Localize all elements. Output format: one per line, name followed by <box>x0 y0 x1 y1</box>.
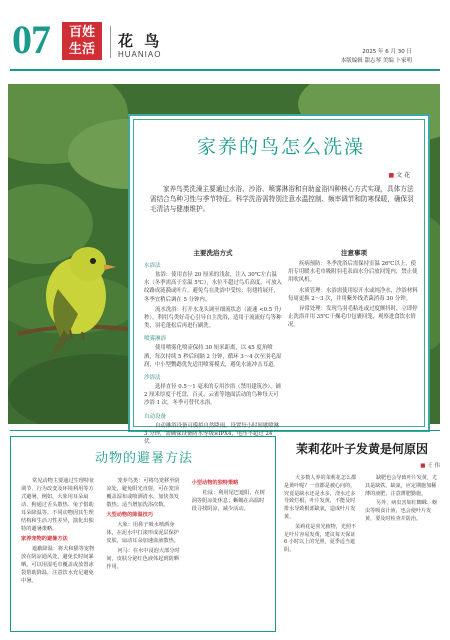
jasmine-story <box>284 436 440 632</box>
masthead-divider <box>110 26 111 58</box>
tips-paragraph: 河马：在水中浸泡大部分时间，皮肤分泌红色液体起到防晒作用。 <box>106 548 180 570</box>
editors-credit: 本版编辑 甜志琴 美编 卜家明 <box>340 58 412 64</box>
jasmine-column <box>284 475 359 557</box>
tips-subhead: 小型动物的独特策略 <box>191 480 239 486</box>
feature-headline: 家养的鸟怎么洗澡 <box>196 136 365 158</box>
summer-tips-columns <box>21 477 269 587</box>
summer-tips-column <box>21 477 98 587</box>
author-dot-icon: ■ <box>388 172 397 179</box>
issue-date: 2025 年 6 月 30 日 <box>362 49 412 55</box>
section-name-en: HUANIAO <box>118 50 162 59</box>
jasmine-story-author <box>284 461 440 469</box>
tips-paragraph: 松鼠：利用尾巴遮阳，在树洞等阴凉处休息；蜥蜴在高温时段寻找阴凉，减少活动。 <box>191 490 265 512</box>
page-number: 07 <box>12 17 50 62</box>
feature-author <box>389 170 411 179</box>
note-paragraph: 疾病预防：冬季洗浴后需保持室温 26℃以上，使用专用暖水毛巾吸附羽毛表面水分后放回笼内，禁止使用吹风机。 <box>288 261 418 284</box>
author-dot-icon: ■ <box>420 463 428 469</box>
story-paragraph: 缺肥也会导致叶片发黄，尤其是缺铁、缺氮，应定期施加稀薄的液肥，注意薄肥勤施。 <box>365 475 438 497</box>
story-paragraph: 大多数人养的茉莉花怎么都是黄叶呢？一直都是被心问的，究竟是缺水还是水多，浇水过多导致烂根，叶片发黄，不能及时排水导致根部缺氧，造成叶片发黄。 <box>284 475 357 520</box>
brand-line-1: 百姓 <box>68 25 95 40</box>
story-paragraph: 茉莉花是喜光植物，光照不足叶片容易发黄，建议每天保证 6 小时以上的光照，夏季适当遮阴。 <box>284 523 357 554</box>
section-name: 花 鸟 <box>118 32 163 50</box>
method-subhead: 喷雾淋浴 <box>144 336 167 343</box>
feature-lead: 家养鸟类洗澡主要通过水浴、沙浴、喷雾淋浴和自助盆浴四种核心方式实现，具体方法需结合鸟种习性与季节特征。科学洗浴需特别注意水温控制、频率调节和防寒保暖，确保羽毛清洁与健康维护。 <box>150 185 414 213</box>
jasmine-story-title: 茉莉花叶子发黄是何原因 <box>295 442 428 456</box>
note-paragraph: 水质管理：水浴需使用原开水或纯净水，沙浴材料每周更换 2～3 次，并用紫外线杀菌消毒 30 分钟。 <box>288 287 418 302</box>
method-subhead: 沙浴法 <box>144 375 161 382</box>
oriole-bird-icon <box>18 234 138 364</box>
brand-line-2: 生活 <box>68 42 95 57</box>
brand-logo <box>62 22 102 60</box>
jasmine-story-columns <box>284 475 440 557</box>
top-rule <box>10 69 440 71</box>
method-paragraph: 自动淋浴设备可模拟自然降雨，设置每小时间歇喷淋 3 分钟，需确保设备防水等级≥IPX4，电压不超过 24 伏。 <box>144 422 279 446</box>
method-paragraph: 选择直径 0.5～1 毫米的专用沙浴（禁用建筑沙），铺 2 厘米厚度于托盘，百灵、云雀等地面活动的鸟种每天可沙浴 1 次，冬季可替代水浴。 <box>144 384 281 407</box>
summer-tips-title: 动物的避暑方法 <box>94 451 193 466</box>
feature-article-card <box>128 114 430 446</box>
method-paragraph: 盆浴：使用直径 20 厘米的浅盆，注入 30℃左右温水（冬季需高于室温 5℃），水位不超过鸟爪高度，可放入纹路成涟漪或叶片，避免鸟在洗浴中受惊；羽翅将展开，冬季宜稍后调在 5 分钟内。 <box>144 272 282 303</box>
jasmine-column <box>365 475 440 557</box>
tips-paragraph: 遮蔽降温：将犬和猫等宠物放在阴凉通风处，避免长时间暴晒。可以用湿毛巾覆盖或放置冰袋帮助降温，注意饮水充足避免中暑。 <box>21 546 95 584</box>
method-paragraph: 使用喷雾化喷壶保持 30 厘米距离，以 45 度角喷洒，每次持续 5 秒后间隔 2 分钟，循环 3～4 次至羽毛湿润，中小型鹦鹉优先适用喷雾模式，避免水流冲击耳道。 <box>144 345 282 368</box>
tips-paragraph: 笼养鸟类：可将鸟笼移至阴凉处，避免阳光直射，可在笼顶覆盖湿布或喷洒清水，加快蒸发散热；适当增加洗浴次数。 <box>106 478 180 508</box>
bottom-rule <box>10 430 440 431</box>
summer-tips-column <box>106 477 183 587</box>
notes-heading: 注意事项 <box>341 249 367 257</box>
method-subhead: 水浴法 <box>144 263 161 269</box>
tips-paragraph: 常见动物主要通过生理特征调节、行为改变及环境利用等方式避暑。例如，大象用耳朵扇动、狗通过舌头散热、兔子借助耳朵降温等。不同动物因其生理结构和生活习性差异，演化出独特的避暑策略。 <box>21 478 95 532</box>
methods-column <box>144 248 282 448</box>
method-paragraph: 流水洗浴：打开水龙头调至细流状态（流速 <0.5 升/秒），利用鸟类好奇心引导自主洗浴，适用于流流好鸟等种类，羽毛蓬松后再进行刷洗。 <box>144 306 282 330</box>
masthead <box>0 0 450 74</box>
method-subhead: 自动设备 <box>144 413 167 420</box>
notes-column <box>288 248 420 332</box>
tips-paragraph: 大象：用鼻子吸水喷洒身体，在泥水中打滚形成泥层保护皮肤，扇动耳朵加速血液散热。 <box>106 522 179 544</box>
summer-tips-column <box>192 477 269 587</box>
feature-author-name: 文 花 <box>396 172 410 179</box>
tips-subhead: 大型动物的降温技巧 <box>106 512 154 518</box>
note-paragraph: 异常处理：发现鸟羽毛粘连或过度颤抖时，立即停止洗浴并用 35℃干燥毛巾包裹回笼，观察进食饮水情况。 <box>288 306 418 329</box>
methods-heading: 主要洗浴方式 <box>193 249 233 257</box>
summer-tips-box <box>10 436 276 632</box>
story-paragraph: 另外，病虫害如红蜘蛛、蚜虫等吸食汁液，也会使叶片发黄，要及时检查并防治。 <box>365 500 438 522</box>
tips-subhead: 家养宠物的避暑方法 <box>21 536 68 542</box>
jasmine-author-name: 王 伟 <box>427 463 440 469</box>
